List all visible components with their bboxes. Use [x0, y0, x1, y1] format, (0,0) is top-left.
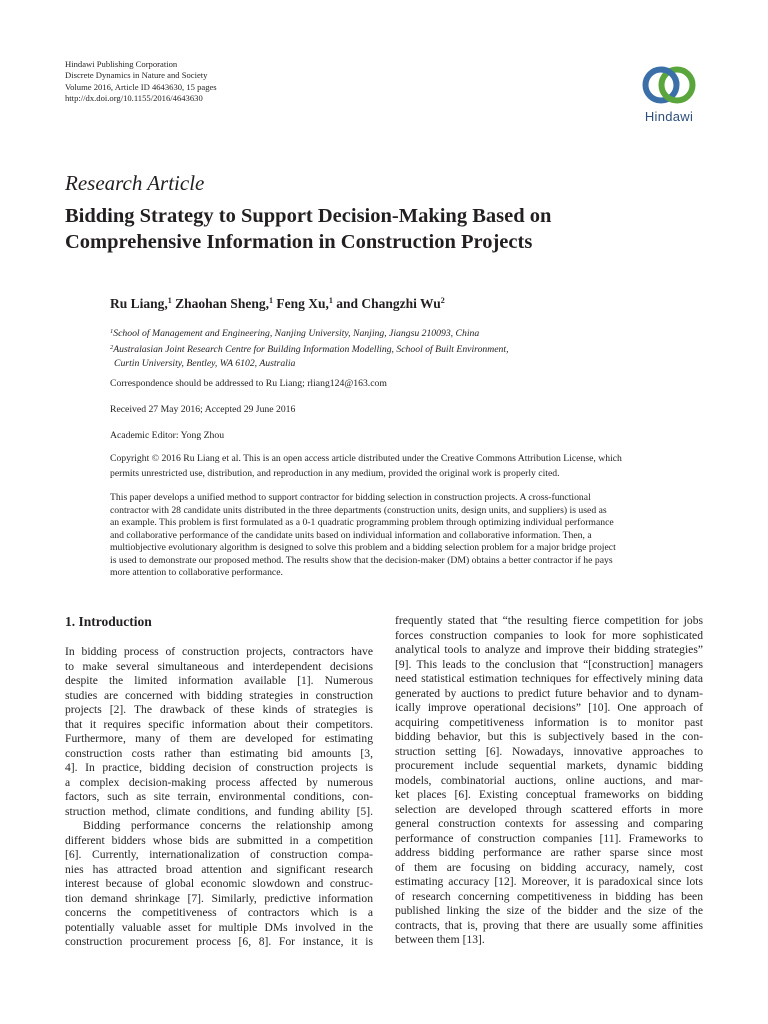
hindawi-logo [628, 62, 710, 132]
received-dates: Received 27 May 2016; Accepted 29 June 2016 [110, 404, 296, 415]
author-list [110, 296, 445, 312]
affiliation-line [110, 341, 509, 357]
body-line: to make several simultaneous and interdependent decisions [65, 659, 373, 673]
body-line: a complex decision-making process affected by numerous [65, 775, 373, 789]
abstract-line: multiobjective evolutionary algorithm is designed to solve this problem and a bidding selection problem for a major bridge project [110, 542, 616, 553]
body-line: projects [2]. The drawback of these kinds of strategies is [65, 703, 373, 716]
body-line: factors, such as site terrain, environmental conditions, con- [65, 790, 373, 803]
body-line: performance of construction companies [11]. Frameworks to [395, 831, 703, 845]
body-line: ically improve operational decisions” [10]. One approach of [395, 701, 703, 714]
body-line: between them [13]. [395, 933, 485, 946]
body-line: general construction contexts for assessing and comparing [395, 817, 703, 830]
body-line: of research concerning competitiveness in bidding has been [395, 889, 703, 903]
affiliation-text: Australasian Joint Research Centre for Building Information Modelling, School of Built Environment, [113, 344, 509, 356]
author-affiliation-mark: 1 [268, 296, 273, 305]
body-line: nies has attracted broad attention and significant research [65, 862, 373, 876]
body-line: concerns the competitiveness of contractors which is a [65, 906, 373, 919]
body-line: Bidding performance concerns the relationship among [83, 819, 373, 832]
body-line: despite the limited information available [1]. Numerous [65, 674, 373, 687]
body-line: [6]. Currently, internationalization of construction compa- [65, 848, 373, 861]
body-line: models, combinatorial auctions, online auctions, and mar- [395, 773, 703, 787]
author-name: and Changzhi Wu [336, 296, 441, 311]
correspondence: Correspondence should be addressed to Ru Liang; rliang124@163.com [110, 378, 387, 389]
abstract-line: is used to demonstrate our proposed method. The results show that the decision-maker (DM) obtains a better contractor if he pays [110, 554, 613, 566]
abstract-line: an example. This problem is first formulated as a 0-1 quadratic programming problem through optimizing individual performance [110, 517, 614, 528]
author-name: Ru Liang, [110, 296, 168, 311]
volume-info: Volume 2016, Article ID 4643630, 15 pages [65, 81, 217, 92]
abstract-line: contractor with 28 candidate units distributed in the three departments (construction units, design units, and suppliers) is used as [110, 504, 607, 516]
publisher-name: Hindawi Publishing Corporation [65, 59, 178, 69]
body-line: published linking the size of the bidder and the size of the [395, 904, 703, 917]
author-affiliation-mark: 1 [167, 296, 172, 305]
body-line: struction method, climate conditions, and funding ability [5]. [65, 804, 373, 818]
body-line: frequently stated that “the resulting fierce competition for jobs [395, 614, 703, 627]
author-affiliation-mark: 2 [440, 296, 445, 305]
article-title [65, 203, 705, 255]
affiliation-text: Curtin University, Bentley, WA 6102, Australia [114, 358, 296, 370]
body-line: construction procurement process [6, 8]. For instance, it is [65, 935, 373, 948]
body-column-left [65, 645, 373, 950]
abstract-line: more attention to collaborative performance. [110, 567, 283, 578]
affiliation-number: 1 [110, 328, 114, 335]
body-line: of them are focusing on bidding accuracy, namely, cost [395, 860, 703, 874]
body-line: selection are developed through scattered efforts in more [395, 802, 703, 816]
body-line: generated by auctions to predict future behavior and to dynam- [395, 686, 703, 700]
body-line: [9]. This leads to the conclusion that “[construction] managers [395, 657, 703, 671]
author-name: Zhaohan Sheng, [175, 296, 269, 311]
section-heading-introduction: 1. Introduction [65, 614, 152, 629]
affiliation-line [110, 325, 509, 341]
copyright-line: permits unrestricted use, distribution, and reproduction in any medium, provided the original work is properly cited. [110, 467, 560, 479]
author-name: Feng Xu, [276, 296, 329, 311]
affiliation-number: 2 [110, 344, 114, 352]
body-line: forces construction companies to look for more sophisticated [395, 628, 703, 642]
body-line: need statistical estimation techniques for effectively mining data [395, 672, 703, 685]
body-line: studies are concerned with bidding strategies in construction [65, 688, 373, 702]
abstract-line: This paper develops a unified method to support contractor for bidding selection in construction projects. A cross-functional [110, 492, 591, 503]
body-column-right [395, 614, 703, 948]
body-line: construction costs rather than estimating bid amounts [3, [65, 746, 373, 760]
title-line: Bidding Strategy to Support Decision-Making Based on [65, 205, 552, 227]
body-line: ket places [6]. Existing conceptual frameworks on bidding [395, 788, 703, 801]
hindawi-rings-icon [638, 62, 700, 108]
body-line: In bidding process of construction projects, contractors have [65, 645, 373, 658]
abstract-line: and collaborative performance of the candidate units based on individual information and collaborative information. Then, a [110, 529, 592, 541]
hindawi-wordmark: Hindawi [644, 109, 694, 124]
affiliation-line [110, 357, 509, 371]
article-type: Research Article [65, 171, 205, 195]
body-line: interest because of global economic slowdown and construc- [65, 877, 373, 890]
body-line: struction setting [6]. Nowadays, innovative approaches to [395, 744, 703, 758]
body-line: contracts, that is, proving that there are usually some affinities [395, 918, 703, 932]
copyright-notice [110, 452, 710, 481]
affiliation-text: School of Management and Engineering, Nanjing University, Nanjing, Jiangsu 210093, China [113, 328, 480, 339]
body-line: Furthermore, many of them are developed for estimating [65, 732, 373, 745]
academic-editor: Academic Editor: Yong Zhou [110, 430, 225, 441]
body-line: estimating accuracy [12]. Moreover, it is paradoxical since lots [395, 875, 703, 888]
body-line: procurement include sequential markets, dynamic bidding [395, 759, 703, 772]
copyright-line: Copyright © 2016 Ru Liang et al. This is an open access article distributed under the Creative Commons Attribution License, which [110, 453, 622, 464]
journal-header [65, 59, 217, 105]
body-line: address bidding performance are rather sparse since most [395, 846, 703, 859]
affiliations [110, 325, 509, 372]
body-line: bidding behavior, but this is subjectively based in the con- [395, 730, 703, 743]
title-line: Comprehensive Information in Construction Projects [65, 231, 533, 253]
doi-link[interactable]: http://dx.doi.org/10.1155/2016/4643630 [65, 93, 203, 104]
body-line: different bidders whose bids are submitted in a competition [65, 833, 373, 847]
author-affiliation-mark: 1 [328, 296, 333, 305]
abstract [110, 492, 710, 580]
body-line: potentially valuable asset for multiple DMs involved in the [65, 920, 373, 934]
body-line: acquiring competitiveness information is to monitor past [395, 715, 703, 729]
body-line: that it requires specific information about their competitors. [65, 717, 373, 731]
journal-name: Discrete Dynamics in Nature and Society [65, 70, 208, 81]
body-line: analytical tools to analyze and improve their bidding strategies” [395, 643, 703, 656]
body-line: tion demand shrinkage [7]. Similarly, predictive information [65, 891, 373, 905]
body-line: 4]. In practice, bidding decision of construction projects is [65, 761, 373, 774]
